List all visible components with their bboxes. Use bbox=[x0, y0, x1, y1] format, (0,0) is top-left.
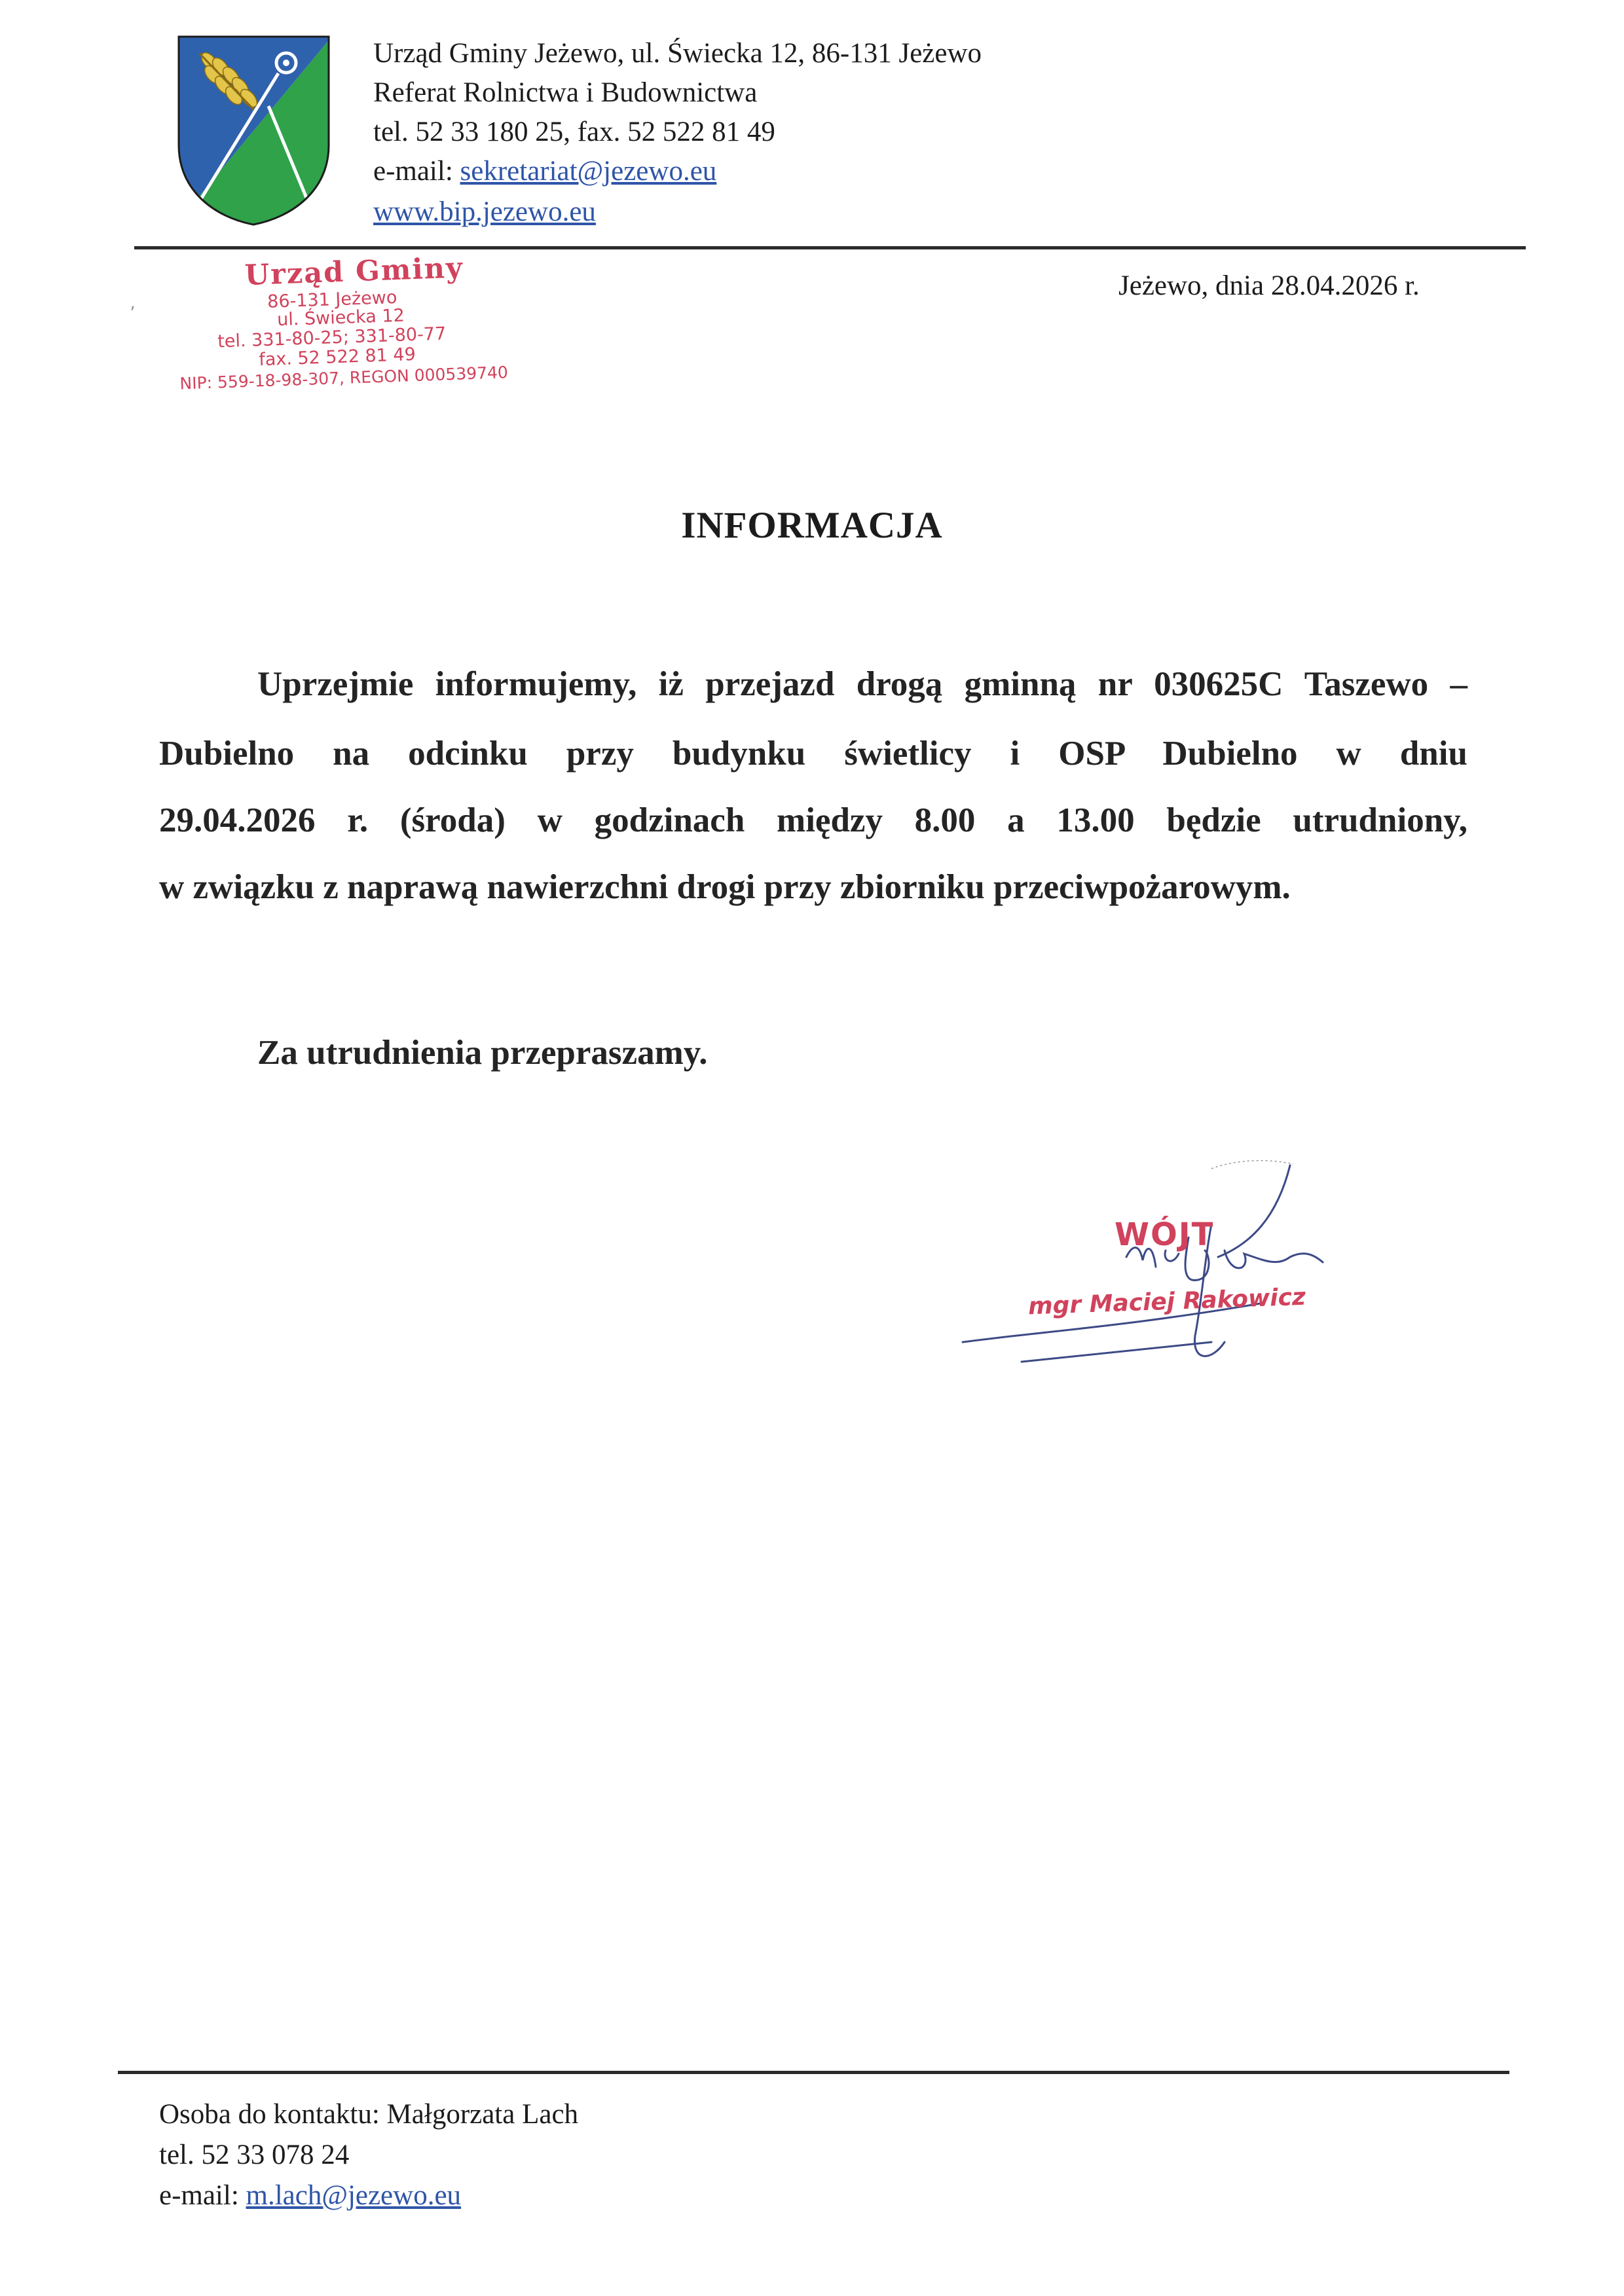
footer-email-line bbox=[159, 2176, 461, 2215]
body-line-4: w związku z naprawą nawierzchni drogi przy zbiorniku przeciwpożarowym. bbox=[159, 868, 1291, 906]
header-email-label: e-mail: bbox=[373, 156, 453, 187]
page-title: INFORMACJA bbox=[681, 505, 943, 546]
header-address: Urząd Gminy Jeżewo, ul. Świecka 12, 86-131 Jeżewo bbox=[373, 38, 982, 69]
footer-contact: Osoba do kontaktu: Małgorzata Lach bbox=[159, 2099, 579, 2130]
coat-of-arms-icon bbox=[174, 34, 334, 227]
body-line-2: Dubielno na odcinku przy budynku świetlicy i OSP Dubielno w dniu bbox=[159, 735, 1467, 773]
closing-line: Za utrudnienia przepraszamy. bbox=[257, 1034, 708, 1072]
footer-email-link[interactable]: m.lach@jezewo.eu bbox=[246, 2180, 462, 2211]
header-email-line bbox=[373, 152, 716, 191]
body-line-3: 29.04.2026 r. (środa) w godzinach między 8.00 a 13.00 będzie utrudniony, bbox=[159, 801, 1467, 839]
header-department: Referat Rolnictwa i Budownictwa bbox=[373, 77, 758, 108]
stamp-line-2: ul. Świecka 12 bbox=[276, 305, 405, 331]
footer-email-label: e-mail: bbox=[159, 2180, 239, 2211]
signature-role: WÓJT bbox=[1115, 1216, 1215, 1253]
header-email-link[interactable]: sekretariat@jezewo.eu bbox=[460, 156, 717, 187]
signature-name: mgr Maciej Rakowicz bbox=[1027, 1283, 1306, 1321]
header-website-link[interactable]: www.bip.jezewo.eu bbox=[373, 196, 596, 227]
stamp-line-5: NIP: 559-18-98-307, REGON 000539740 bbox=[179, 363, 509, 393]
body-line-1: Uprzejmie informujemy, iż przejazd drogą gminną nr 030625C Taszewo – bbox=[257, 665, 1467, 703]
stamp-title: Urząd Gminy bbox=[244, 251, 464, 292]
document-date: Jeżewo, dnia 28.04.2026 r. bbox=[1118, 270, 1420, 301]
stamp-line-1: 86-131 Jeżewo bbox=[267, 287, 397, 312]
footer-phone: tel. 52 33 078 24 bbox=[159, 2140, 350, 2170]
office-stamp bbox=[169, 247, 580, 418]
handwritten-signature-icon bbox=[936, 1146, 1342, 1394]
stamp-line-4: fax. 52 522 81 49 bbox=[258, 344, 416, 371]
header-website-line bbox=[373, 192, 596, 232]
header-phone-fax: tel. 52 33 180 25, fax. 52 522 81 49 bbox=[373, 117, 775, 147]
stamp-line-3: tel. 331-80-25; 331-80-77 bbox=[217, 323, 447, 352]
footer-divider bbox=[118, 2071, 1509, 2074]
header-divider bbox=[134, 246, 1526, 249]
stamp-tick-mark-icon: ʼ bbox=[130, 302, 136, 324]
signature-block bbox=[936, 1146, 1342, 1394]
